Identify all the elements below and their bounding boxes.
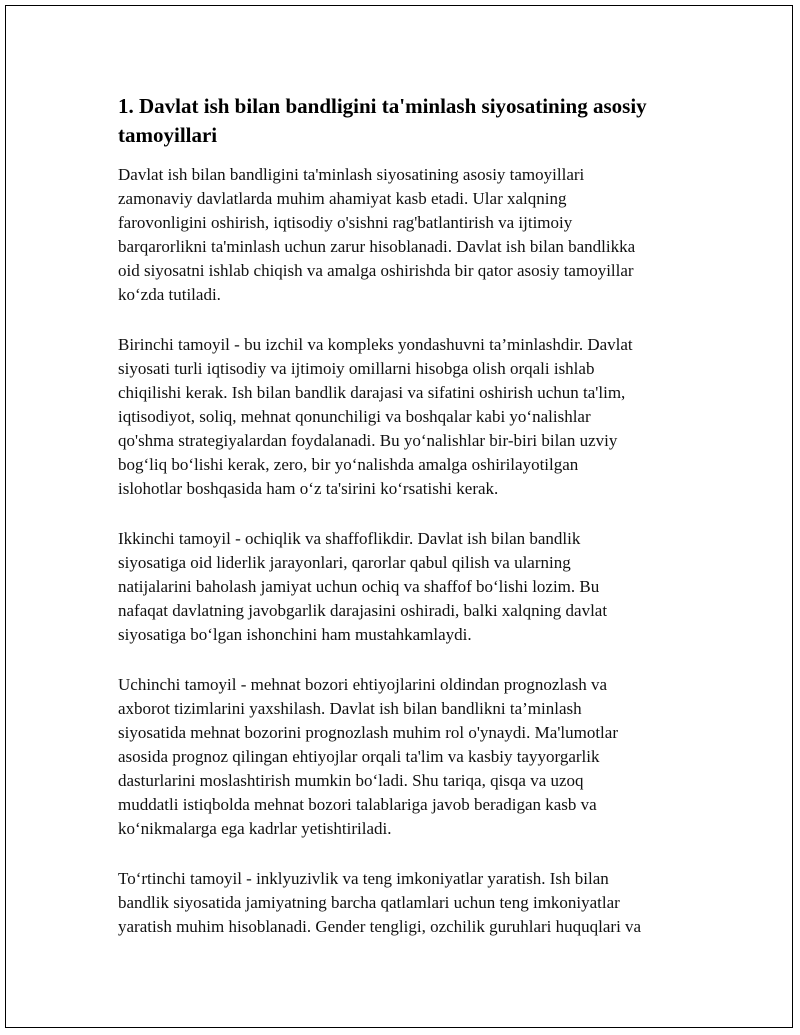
text-line: axborot tizimlarini yaxshilash. Davlat ish bilan bandlikni ta’minlash: [118, 699, 582, 718]
text-line: Davlat ish bilan bandligini ta'minlash siyosatining asosiy tamoyillari: [118, 165, 585, 184]
text-line: ko‘nikmalarga ega kadrlar yetishtiriladi.: [118, 819, 392, 838]
paragraph-intro: [118, 163, 690, 307]
heading-line: tamoyillari: [118, 123, 218, 147]
heading-line: 1. Davlat ish bilan bandligini ta'minlash siyosatining asosiy: [118, 94, 647, 118]
text-line: siyosatiga oid liderlik jarayonlari, qarorlar qabul qilish va ularning: [118, 553, 571, 572]
text-line: chiqilishi kerak. Ish bilan bandlik darajasi va sifatini oshirish uchun ta'lim,: [118, 383, 626, 402]
text-line: bog‘liq bo‘lishi kerak, zero, bir yo‘nalishda amalga oshirilayotilgan: [118, 455, 579, 474]
text-line: nafaqat davlatning javobgarlik darajasini oshiradi, balki xalqning davlat: [118, 601, 608, 620]
text-line: zamonaviy davlatlarda muhim ahamiyat kasb etadi. Ular xalqning: [118, 189, 567, 208]
text-line: siyosatiga bo‘lgan ishonchini ham mustahkamlaydi.: [118, 625, 472, 644]
text-line: muddatli istiqbolda mehnat bozori talablariga javob beradigan kasb va: [118, 795, 597, 814]
paragraph-principle-2: [118, 527, 690, 647]
document-body: [118, 92, 690, 965]
text-line: Ikkinchi tamoyil - ochiqlik va shaffoflikdir. Davlat ish bilan bandlik: [118, 529, 581, 548]
text-line: Birinchi tamoyil - bu izchil va kompleks yondashuvni ta’minlashdir. Davlat: [118, 335, 633, 354]
paragraph-principle-1: [118, 333, 690, 501]
text-line: yaratish muhim hisoblanadi. Gender tengligi, ozchilik guruhlari huquqlari va: [118, 917, 642, 936]
text-line: asosida prognoz qilingan ehtiyojlar orqali ta'lim va kasbiy tayyorgarlik: [118, 747, 600, 766]
text-line: natijalarini baholash jamiyat uchun ochiq va shaffof bo‘lishi lozim. Bu: [118, 577, 600, 596]
section-heading: [118, 92, 690, 150]
text-line: islohotlar boshqasida ham o‘z ta'sirini ko‘rsatishi kerak.: [118, 479, 499, 498]
text-line: barqarorlikni ta'minlash uchun zarur hisoblanadi. Davlat ish bilan bandlikka: [118, 237, 636, 256]
text-line: siyosati turli iqtisodiy va ijtimoiy omillarni hisobga olish orqali ishlab: [118, 359, 595, 378]
text-line: Uchinchi tamoyil - mehnat bozori ehtiyojlarini oldindan prognozlash va: [118, 675, 608, 694]
text-line: To‘rtinchi tamoyil - inklyuzivlik va teng imkoniyatlar yaratish. Ish bilan: [118, 869, 609, 888]
text-line: oid siyosatni ishlab chiqish va amalga oshirishda bir qator asosiy tamoyillar: [118, 261, 634, 280]
text-line: farovonligini oshirish, iqtisodiy o'sishni rag'batlantirish va ijtimoiy: [118, 213, 573, 232]
text-line: qo'shma strategiyalardan foydalanadi. Bu yo‘nalishlar bir-biri bilan uzviy: [118, 431, 618, 450]
text-line: dasturlarini moslashtirish mumkin bo‘ladi. Shu tariqa, qisqa va uzoq: [118, 771, 584, 790]
text-line: ko‘zda tutiladi.: [118, 285, 221, 304]
paragraph-principle-3: [118, 673, 690, 841]
paragraph-principle-4: [118, 867, 690, 939]
text-line: bandlik siyosatida jamiyatning barcha qatlamlari uchun teng imkoniyatlar: [118, 893, 620, 912]
text-line: iqtisodiyot, soliq, mehnat qonunchiligi va boshqalar kabi yo‘nalishlar: [118, 407, 591, 426]
text-line: siyosatida mehnat bozorini prognozlash muhim rol o'ynaydi. Ma'lumotlar: [118, 723, 618, 742]
